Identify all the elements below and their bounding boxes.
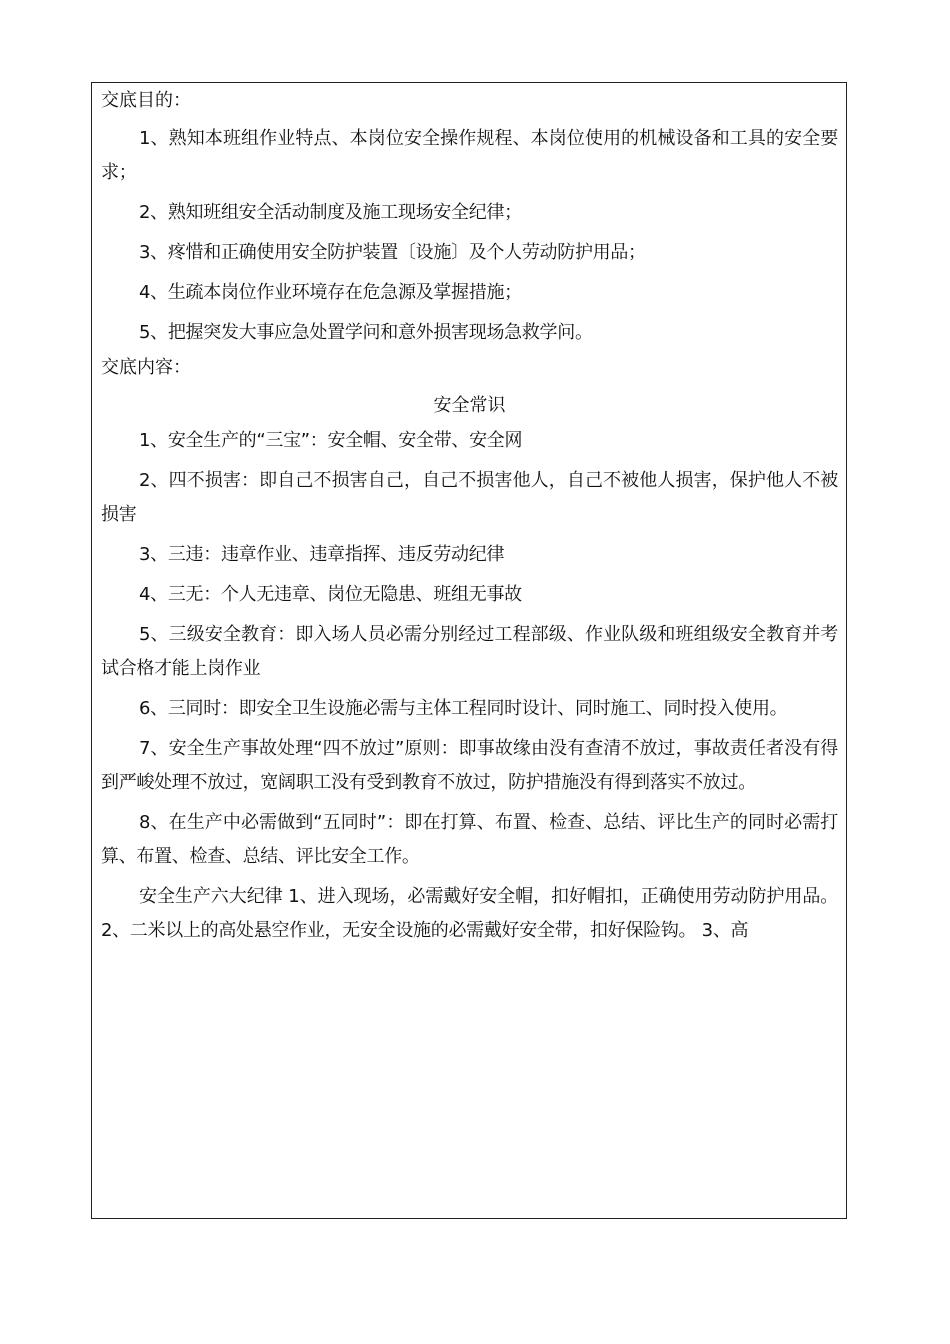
purpose-list xyxy=(101,122,838,350)
purpose-item: 5、把握突发大事应急处置学问和意外损害现场急救学问。 xyxy=(139,322,593,343)
document-frame xyxy=(91,82,847,1219)
purpose-item: 1、熟知本班组作业特点、本岗位安全操作规程、本岗位使用的机械设备和工具的安全要求； xyxy=(101,128,838,183)
content-item: 4、三无：个人无违章、岗位无隐患、班组无事故 xyxy=(139,584,522,605)
content-item: 安全生产六大纪律 1、进入现场，必需戴好安全帽，扣好帽扣，正确使用劳动防护用品。2、二米以上的高处悬空作业，无安全设施的必需戴好安全带，扣好保险钩。 3、高 xyxy=(101,886,838,941)
content-item: 3、三违：违章作业、违章指挥、违反劳动纪律 xyxy=(139,544,505,565)
content-item: 8、在生产中必需做到“五同时”：即在打算、布置、检查、总结、评比生产的同时必需打算、布置、检查、总结、评比安全工作。 xyxy=(101,812,838,867)
purpose-item: 2、熟知班组安全活动制度及施工现场安全纪律； xyxy=(139,202,522,223)
safety-knowledge-title: 安全常识 xyxy=(433,395,506,416)
content-item: 1、安全生产的“三宝”：安全帽、安全带、安全网 xyxy=(139,430,523,451)
content-heading: 交底内容： xyxy=(101,357,191,378)
content-item: 6、三同时：即安全卫生设施必需与主体工程同时设计、同时施工、同时投入使用。 xyxy=(139,698,788,719)
content-item: 7、安全生产事故处理“四不放过”原则：即事故缘由没有查清不放过，事故责任者没有得到严峻处理不放过，宽阔职工没有受到教育不放过，防护措施没有得到落实不放过。 xyxy=(101,738,838,793)
content-list xyxy=(101,424,838,948)
purpose-item: 3、疼惜和正确使用安全防护装置〔设施〕及个人劳动防护用品； xyxy=(139,242,646,263)
content-item: 5、三级安全教育：即入场人员必需分别经过工程部级、作业队级和班组级安全教育并考试合格才能上岗作业 xyxy=(101,624,838,679)
content-item: 2、四不损害：即自己不损害自己，自己不损害他人，自己不被他人损害，保护他人不被损害 xyxy=(101,470,838,525)
purpose-item: 4、生疏本岗位作业环境存在危急源及掌握措施； xyxy=(139,282,522,303)
purpose-heading: 交底目的： xyxy=(101,90,191,111)
